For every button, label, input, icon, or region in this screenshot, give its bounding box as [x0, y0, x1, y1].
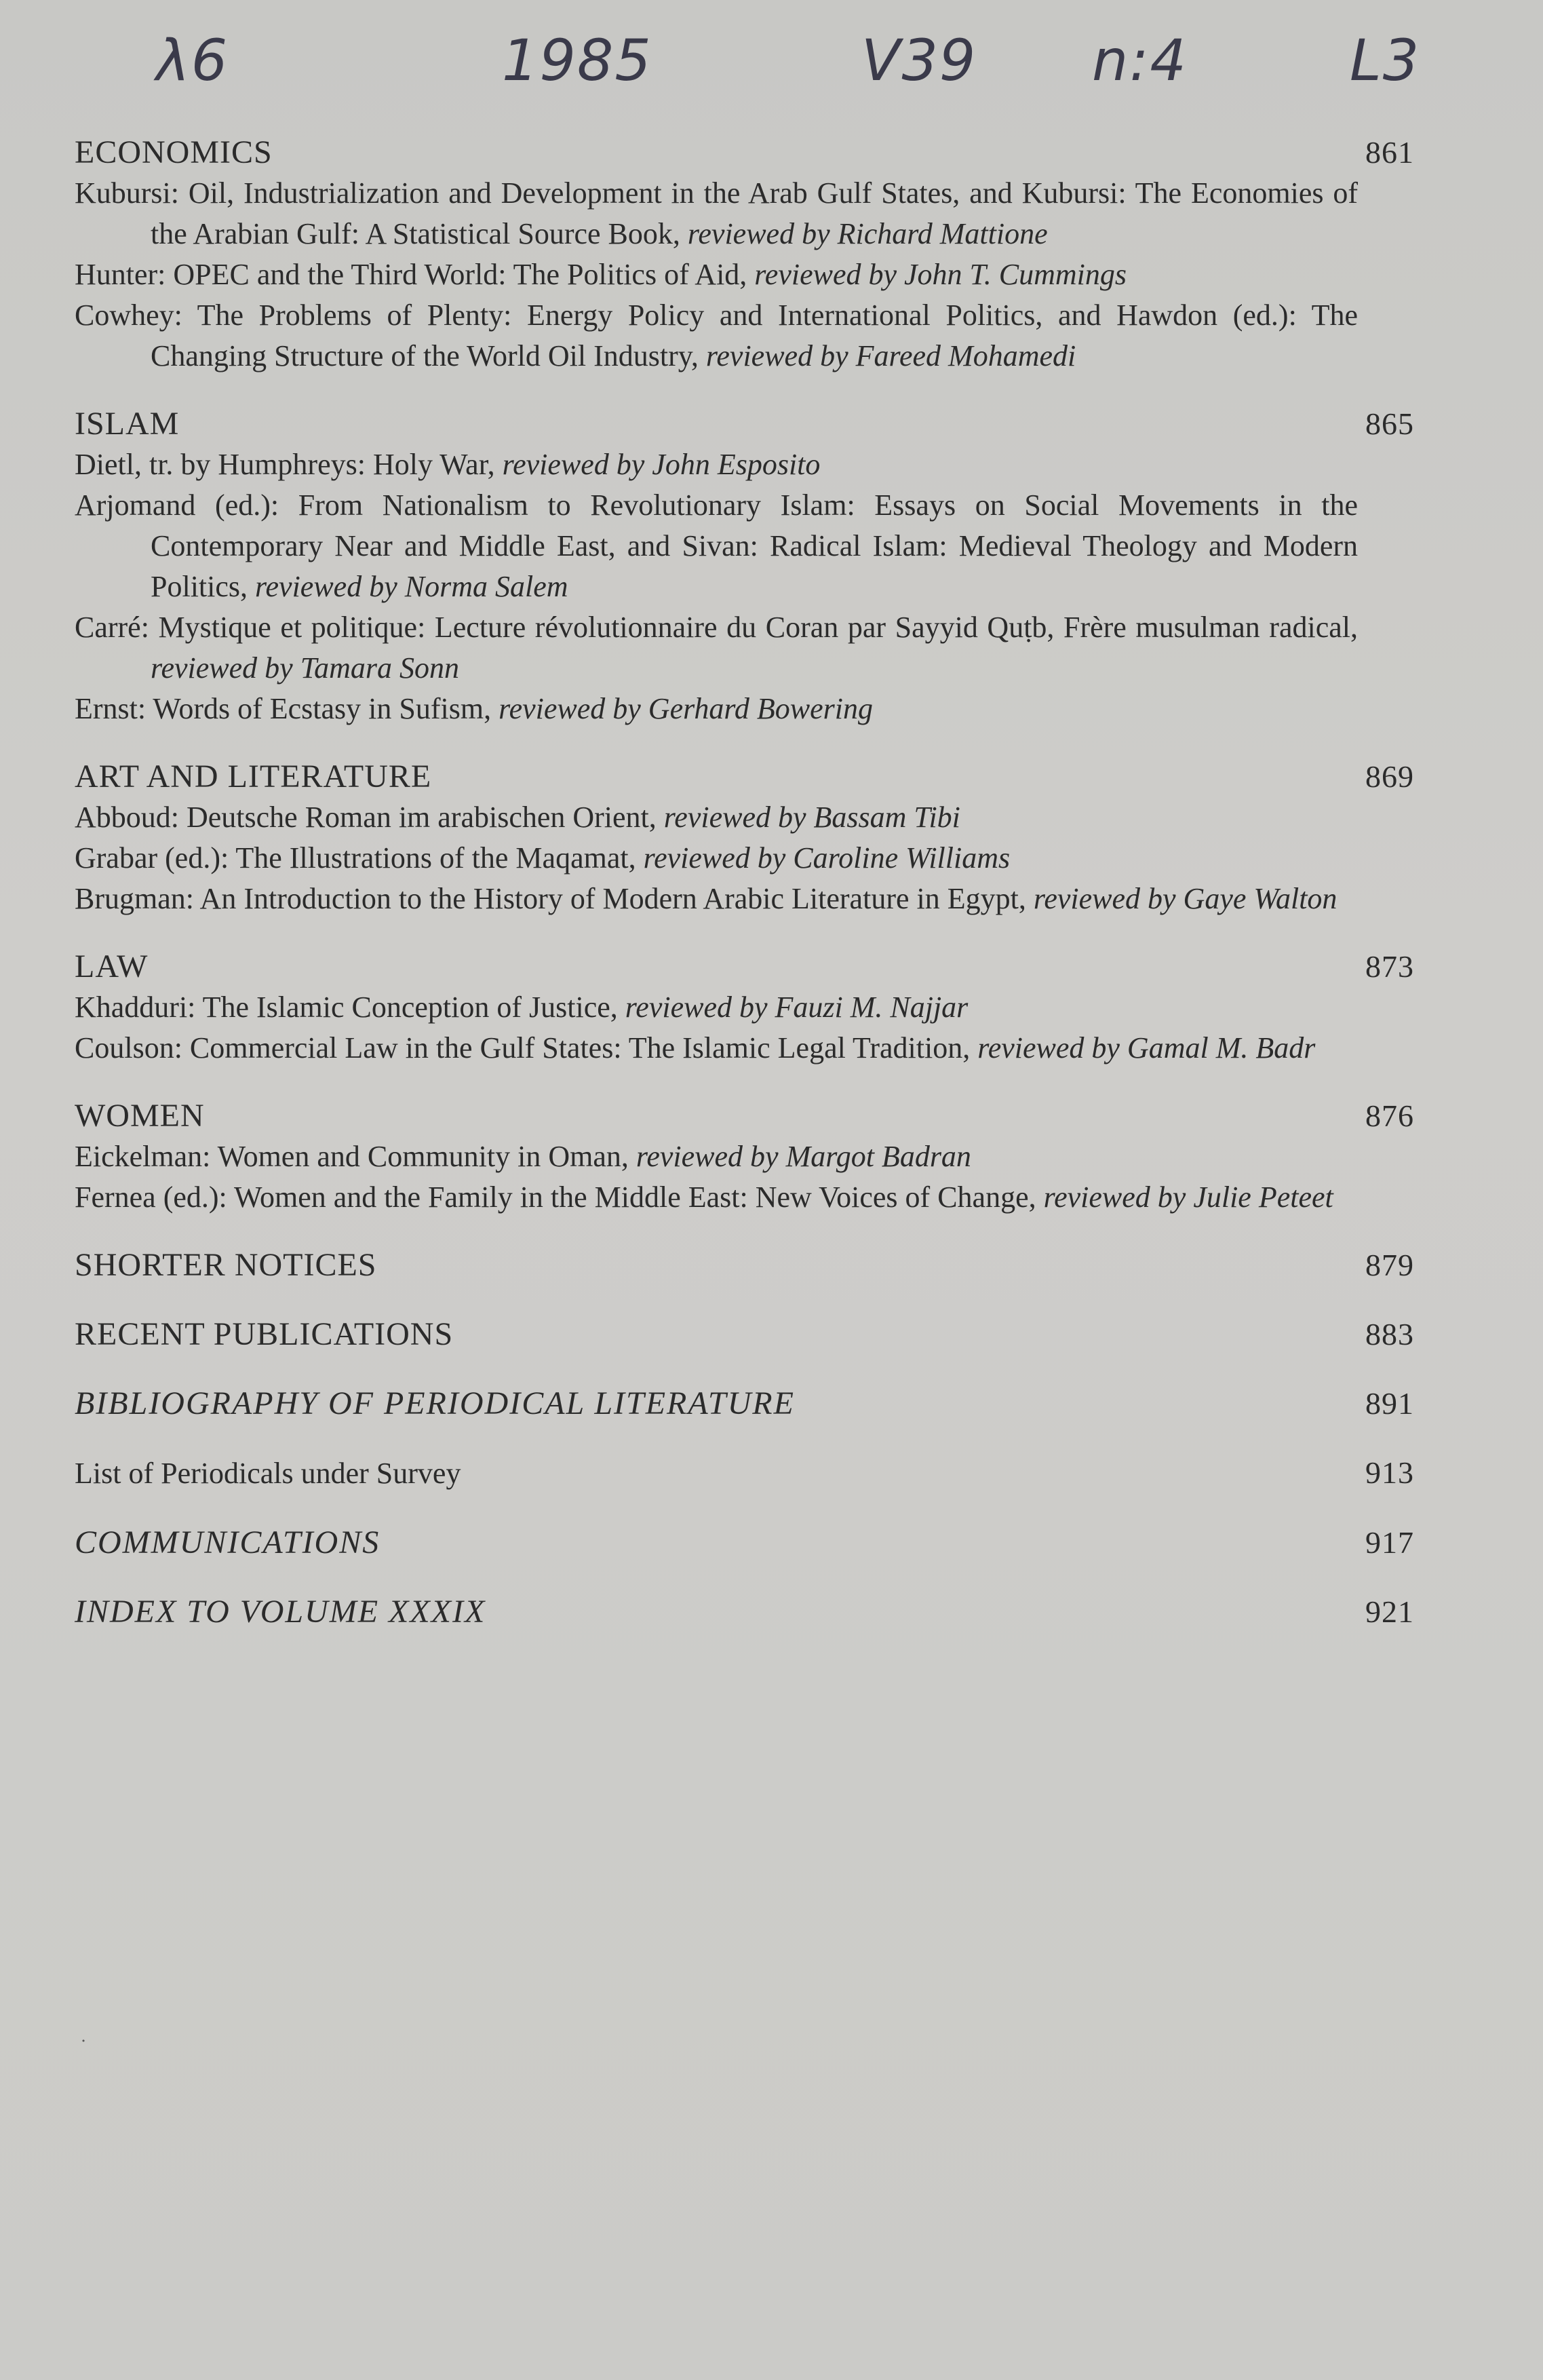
- review-entry: [75, 838, 1358, 879]
- entry-title: Coulson: Commercial Law in the Gulf States: The Islamic Legal Tradition,: [75, 1031, 978, 1064]
- toc-section: [75, 946, 1414, 1069]
- toc-entry-page: 917: [1365, 1525, 1414, 1560]
- section-page-number: 861: [1365, 135, 1414, 170]
- review-entry: [75, 1136, 1358, 1177]
- review-entry: [75, 879, 1358, 919]
- toc-entry-title: SHORTER NOTICES: [75, 1247, 377, 1283]
- entry-reviewer: reviewed by Fauzi M. Najjar: [625, 991, 969, 1024]
- toc-entry-page: 913: [1365, 1455, 1414, 1490]
- toc-section: [75, 132, 1414, 377]
- entry-reviewer: reviewed by Fareed Mohamedi: [705, 339, 1076, 372]
- entry-reviewer: reviewed by Tamara Sonn: [151, 651, 460, 685]
- toc-entry: [75, 1383, 1414, 1424]
- entry-reviewer: reviewed by Bassam Tibi: [663, 801, 960, 834]
- entry-title: Eickelman: Women and Community in Oman,: [75, 1140, 636, 1173]
- entry-title: Abboud: Deutsche Roman im arabischen Orient,: [75, 801, 664, 834]
- section-heading: [75, 756, 1414, 797]
- entry-reviewer: reviewed by Margot Badran: [636, 1140, 971, 1173]
- entry-title: Kubursi: Oil, Industrialization and Development in the Arab Gulf States, and Kubursi: The Economies of the Arabian Gulf: A Statistical Source Book,: [75, 176, 1358, 250]
- toc-entry-title: List of Periodicals under Survey: [75, 1457, 461, 1490]
- section-title: ISLAM: [75, 406, 180, 442]
- entry-reviewer: reviewed by Gamal M. Badr: [977, 1031, 1316, 1064]
- entry-title: Ernst: Words of Ecstasy in Sufism,: [75, 692, 499, 725]
- entry-title: Cowhey: The Problems of Plenty: Energy Policy and International Politics, and Hawdon (ed.): The Changing Structure of the World Oil Industry,: [75, 299, 1358, 372]
- entry-reviewer: reviewed by Julie Peteet: [1043, 1181, 1333, 1214]
- entry-title: Brugman: An Introduction to the History of Modern Arabic Literature in Egypt,: [75, 882, 1034, 915]
- toc-section: [75, 404, 1414, 729]
- section-page-number: 876: [1365, 1098, 1414, 1133]
- toc-entry-title: BIBLIOGRAPHY OF PERIODICAL LITERATURE: [75, 1385, 795, 1421]
- section-page-number: 869: [1365, 759, 1414, 794]
- section-heading: [75, 132, 1414, 173]
- review-entry: [75, 444, 1358, 485]
- entry-title: Dietl, tr. by Humphreys: Holy War,: [75, 448, 503, 481]
- entry-reviewer: reviewed by Richard Mattione: [687, 217, 1048, 250]
- entry-title: Khadduri: The Islamic Conception of Justice,: [75, 991, 625, 1024]
- toc-section: [75, 756, 1414, 919]
- handwritten-mark-3: V39: [861, 27, 977, 94]
- review-entry: [75, 987, 1358, 1028]
- review-entry: [75, 1177, 1358, 1218]
- section-heading: [75, 1096, 1414, 1136]
- toc-entry-title: COMMUNICATIONS: [75, 1524, 380, 1560]
- review-entry: [75, 689, 1358, 729]
- section-title: ART AND LITERATURE: [75, 759, 432, 794]
- toc-entry: [75, 1522, 1414, 1563]
- review-entry: [75, 1028, 1358, 1069]
- review-entry: [75, 797, 1358, 838]
- handwritten-mark-4: n:4: [1092, 27, 1188, 94]
- entry-reviewer: reviewed by John Esposito: [502, 448, 821, 481]
- toc-entry-page: 879: [1365, 1248, 1414, 1282]
- handwritten-annotation: [0, 27, 1543, 109]
- entry-reviewer: reviewed by Gaye Walton: [1033, 882, 1337, 915]
- toc-entry-title: RECENT PUBLICATIONS: [75, 1316, 454, 1352]
- entry-reviewer: reviewed by John T. Cummings: [754, 258, 1127, 291]
- toc-entry-title: INDEX TO VOLUME XXXIX: [75, 1594, 486, 1630]
- entry-title: Hunter: OPEC and the Third World: The Politics of Aid,: [75, 258, 755, 291]
- entry-reviewer: reviewed by Norma Salem: [255, 570, 568, 603]
- toc-entry-page: 891: [1365, 1386, 1414, 1421]
- section-title: ECONOMICS: [75, 134, 273, 170]
- handwritten-mark-2: 1985: [502, 27, 652, 94]
- entry-title: Fernea (ed.): Women and the Family in the Middle East: New Voices of Change,: [75, 1181, 1044, 1214]
- section-title: WOMEN: [75, 1098, 205, 1134]
- entry-title: Arjomand (ed.): From Nationalism to Revolutionary Islam: Essays on Social Movements in the Contemporary Near and Middle East, and Sivan: Radical Islam: Medieval Theology and Modern Politics,: [75, 488, 1358, 603]
- section-page-number: 865: [1365, 406, 1414, 441]
- toc-entry-page: 883: [1365, 1317, 1414, 1351]
- toc-section: [75, 1096, 1414, 1218]
- section-page-number: 873: [1365, 949, 1414, 984]
- toc-entry: [75, 1592, 1414, 1632]
- handwritten-mark-1: λ6: [156, 27, 229, 94]
- section-heading: [75, 404, 1414, 444]
- toc-entry: [75, 1453, 1414, 1494]
- entry-reviewer: reviewed by Caroline Williams: [643, 841, 1011, 875]
- review-entry: [75, 254, 1358, 295]
- handwritten-mark-5: L3: [1350, 27, 1421, 94]
- entry-reviewer: reviewed by Gerhard Bowering: [499, 692, 874, 725]
- toc-entry-page: 921: [1365, 1594, 1414, 1629]
- review-entry: [75, 607, 1358, 689]
- entry-title: Carré: Mystique et politique: Lecture révolutionnaire du Coran par Sayyid Quṭb, Frère musulman radical,: [75, 611, 1358, 644]
- entry-title: Grabar (ed.): The Illustrations of the Maqamat,: [75, 841, 644, 875]
- toc-entry: [75, 1245, 1414, 1286]
- review-entry: [75, 295, 1358, 377]
- table-of-contents: [75, 132, 1414, 1661]
- review-entry: [75, 173, 1358, 254]
- toc-entry: [75, 1314, 1414, 1355]
- stray-mark: ˙: [80, 2035, 87, 2058]
- section-title: LAW: [75, 948, 149, 984]
- section-heading: [75, 946, 1414, 987]
- review-entry: [75, 485, 1358, 607]
